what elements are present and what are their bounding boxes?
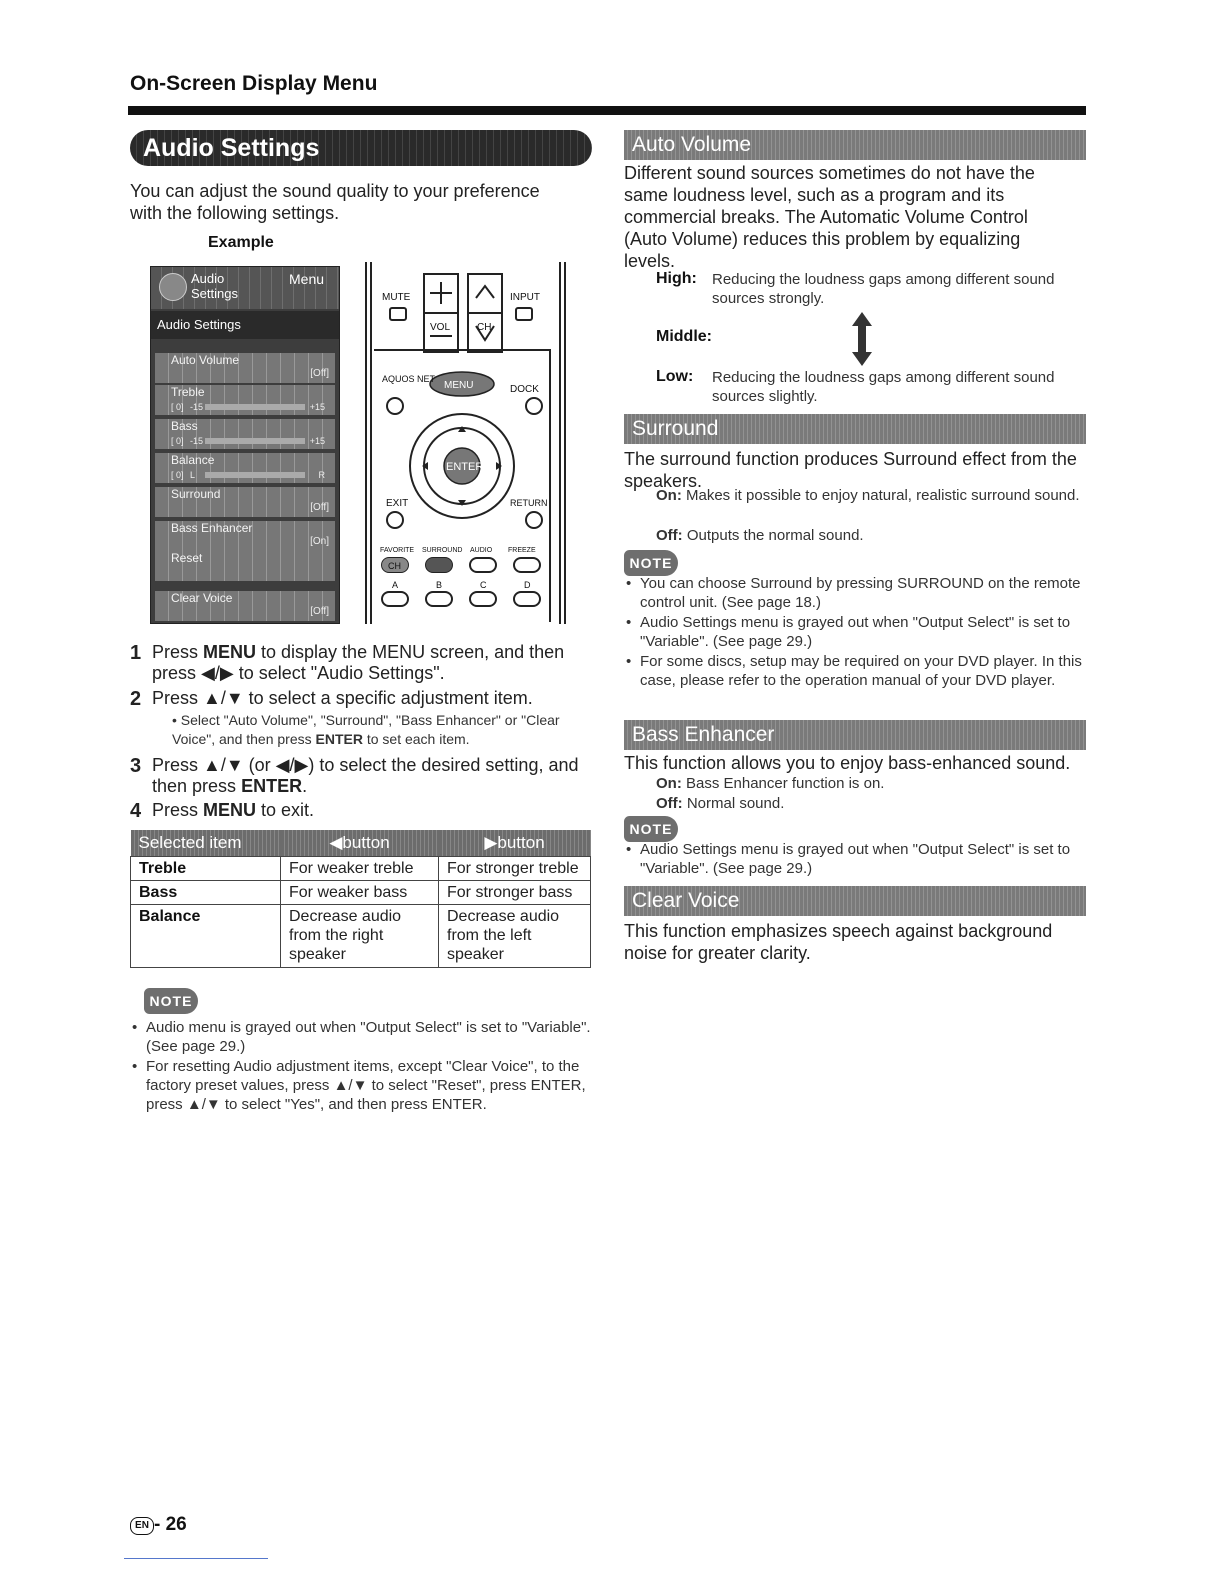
audio-notes: [130, 1018, 592, 1115]
middle-label: Middle:: [656, 328, 712, 345]
bass-enhancer-body: This function allows you to enjoy bass-enhanced sound.: [624, 753, 1071, 773]
table-cell: For weaker bass: [281, 881, 439, 905]
osd-item-label: Clear Voice: [171, 591, 233, 605]
high-text: Reducing the loudness gaps among different sound sources strongly.: [712, 271, 1055, 307]
osd-item-balance: [155, 453, 335, 483]
step-text: Press: [152, 800, 204, 820]
remote-c-label: C: [480, 580, 487, 590]
step-number: 2: [130, 688, 142, 710]
remote-return-label: RETURN: [510, 498, 548, 508]
surround-body: The surround function produces Surround effect from the speakers.: [624, 449, 1077, 491]
osd-item-label: Treble: [171, 385, 205, 399]
table-cell: Treble: [131, 857, 281, 881]
step-key: ENTER: [241, 776, 303, 796]
table-header-row: [131, 830, 591, 857]
header-rule: [128, 106, 1086, 115]
surround-notes: [624, 574, 1086, 691]
off-text: Normal sound.: [686, 795, 785, 812]
step-1-text: [152, 642, 592, 684]
osd-item-value: [ 0]: [171, 402, 184, 412]
scale-right: R: [318, 470, 325, 480]
osd-item-surround: [155, 487, 335, 517]
scale-left: L: [190, 470, 196, 480]
note-badge-bass: [624, 816, 678, 842]
osd-menu-label: Menu: [289, 271, 325, 287]
on-text: Makes it possible to enjoy natural, realistic surround sound.: [686, 487, 1080, 504]
remote-mute-label: MUTE: [382, 292, 411, 303]
table-header: Selected item: [131, 830, 281, 857]
step-key: MENU: [203, 642, 257, 662]
osd-slider: [205, 472, 305, 478]
note-item: • For resetting Audio adjustment items, except "Clear Voice", to the factory preset values, press ▲/▼ to select "Reset", press ENTER, press ▲/▼ to select "Yes", and then press ENTER.: [130, 1057, 592, 1114]
note-badge-left: [144, 988, 198, 1014]
low-label: Low:: [656, 368, 694, 385]
note-item: • Audio Settings menu is grayed out when "Output Select" is set to "Variable". (See page 29.): [624, 613, 1086, 651]
scale-left: -15: [190, 436, 204, 446]
on-label: On:: [656, 775, 682, 792]
audio-settings-icon: [159, 273, 187, 301]
button-effect-table: [130, 830, 591, 968]
osd-title: Audio Settings: [191, 271, 238, 301]
note-label: NOTE: [624, 550, 678, 576]
remote-b-label: B: [436, 580, 443, 590]
osd-slider: [205, 438, 305, 444]
example-label: Example: [208, 234, 274, 251]
audio-settings-intro: You can adjust the sound quality to your preference with the following settings.: [130, 181, 540, 223]
osd-item-label: Reset: [171, 551, 203, 565]
osd-submenu: Audio Settings: [151, 311, 339, 339]
auto-volume-heading: Auto Volume: [624, 130, 1086, 160]
osd-slider: [205, 404, 305, 410]
step-text: to exit.: [256, 800, 315, 820]
bass-enhancer-heading: Bass Enhancer: [624, 720, 1086, 750]
step-sub-key: ENTER: [315, 731, 363, 747]
surround-off: [656, 526, 1082, 545]
table-header: ◀button: [281, 830, 439, 857]
step-3-text: [152, 755, 592, 797]
note-item: • You can choose Surround by pressing SURROUND on the remote control unit. (See page 18.): [624, 574, 1086, 612]
remote-audio-label: AUDIO: [470, 547, 493, 554]
osd-item-label: Surround: [171, 487, 221, 501]
step-key: MENU: [203, 800, 257, 820]
remote-exit-label: EXIT: [386, 498, 409, 509]
step-text: Press ▲/▼ (or ◀/▶) to select the desired setting, and then press: [152, 755, 579, 796]
remote-control-illustration: [364, 262, 568, 624]
osd-item-clear-voice: [155, 591, 335, 621]
step-number: 1: [130, 642, 142, 664]
osd-item-label: Bass Enhancer: [171, 521, 253, 535]
step-number: 3: [130, 755, 142, 777]
table-row: [131, 881, 591, 905]
steps-list: [130, 640, 592, 820]
table-cell: Balance: [131, 905, 281, 968]
high-label: High:: [656, 270, 697, 287]
scale-left: -15: [190, 402, 204, 412]
remote-input-label: INPUT: [510, 292, 540, 303]
up-down-arrow-icon: [850, 312, 874, 371]
table-cell: For weaker treble: [281, 857, 439, 881]
remote-svg: [364, 262, 568, 624]
table-cell: Decrease audio from the left speaker: [439, 905, 591, 968]
on-label: On:: [656, 487, 682, 504]
remote-dock-label: DOCK: [510, 384, 539, 395]
clear-voice-body: This function emphasizes speech against background noise for greater clarity.: [624, 921, 1053, 963]
on-text: Bass Enhancer function is on.: [686, 775, 885, 792]
osd-item-value: [Off]: [310, 606, 329, 617]
osd-item-value: [On]: [310, 536, 329, 547]
note-badge-surround: [624, 550, 678, 576]
step-2-subnote: • Select "Auto Volume", "Surround", "Bass Enhancer" or "Clear Voice", and then press ENTER to set each item.: [172, 712, 560, 747]
step-4-text: [152, 800, 592, 821]
off-label: Off:: [656, 795, 683, 812]
remote-aquos-net-label: AQUOS NET: [382, 374, 436, 384]
osd-item-bass: [155, 419, 335, 449]
remote-favorite-label: FAVORITE: [380, 547, 415, 554]
footer-rule: [124, 1558, 268, 1559]
page-section-title: On-Screen Display Menu: [130, 72, 378, 95]
osd-item-label: Balance: [171, 453, 215, 467]
step-2-text: Press ▲/▼ to select a specific adjustment item.: [152, 688, 533, 708]
osd-item-value: [ 0]: [171, 436, 184, 446]
note-item: • Audio menu is grayed out when "Output Select" is set to "Variable". (See page 29.): [130, 1018, 592, 1056]
remote-freeze-label: FREEZE: [508, 547, 536, 554]
bass-on: [656, 774, 884, 793]
osd-item-auto-volume: [155, 353, 335, 383]
table-cell: Bass: [131, 881, 281, 905]
table-cell: For stronger bass: [439, 881, 591, 905]
remote-d-label: D: [524, 580, 531, 590]
notes-list: [130, 1018, 592, 1114]
page-number-text: - 26: [154, 1514, 187, 1535]
surround-heading: Surround: [624, 414, 1086, 444]
scale-right: +15: [309, 402, 325, 412]
scale-right: +15: [309, 436, 325, 446]
remote-enter-label: ENTER: [446, 461, 484, 473]
osd-item-value: [ 0]: [171, 470, 184, 480]
osd-item-value: [Off]: [310, 502, 329, 513]
osd-item-label: Bass: [171, 419, 198, 433]
auto-volume-body: Different sound sources sometimes do not have the same loudness level, such as a program and its commercial breaks. The Automatic Volume Control (Auto Volume) reduces this problem by equalizing levels.: [624, 163, 1035, 271]
remote-ch-label: CH: [477, 322, 492, 333]
language-badge-icon: EN: [130, 1517, 154, 1535]
table-row: [131, 905, 591, 968]
bass-off: [656, 794, 784, 813]
remote-ch-btn-label: CH: [388, 561, 401, 571]
remote-surround-label: SURROUND: [422, 547, 463, 554]
osd-audio-menu: [150, 266, 340, 624]
off-label: Off:: [656, 527, 683, 544]
note-item: • For some discs, setup may be required on your DVD player. In this case, please refer to the operation manual of your DVD player.: [624, 652, 1086, 690]
step-sub-text: to set each item.: [362, 731, 470, 747]
audio-settings-heading: Audio Settings: [130, 130, 592, 166]
osd-item-reset: [155, 551, 335, 581]
step-sub-text: Select "Auto Volume", "Surround", "Bass Enhancer" or "Clear Voice", and then press: [172, 712, 560, 747]
step-text: .: [302, 776, 308, 796]
surround-on: [656, 486, 1082, 505]
table-cell: For stronger treble: [439, 857, 591, 881]
osd-item-label: Auto Volume: [171, 353, 240, 367]
notes-list: [624, 840, 1086, 878]
low-text: Reducing the loudness gaps among different sound sources slightly.: [712, 369, 1055, 405]
table-header: ▶button: [439, 830, 591, 857]
note-label: NOTE: [144, 988, 198, 1014]
osd-item-treble: [155, 385, 335, 415]
osd-item-value: [Off]: [310, 368, 329, 379]
note-item: • Audio Settings menu is grayed out when "Output Select" is set to "Variable". (See page 29.): [624, 840, 1086, 878]
table-cell: Decrease audio from the right speaker: [281, 905, 439, 968]
clear-voice-heading: Clear Voice: [624, 886, 1086, 916]
remote-menu-label: MENU: [444, 380, 474, 391]
table-row: [131, 857, 591, 881]
remote-a-label: A: [392, 580, 399, 590]
notes-list: [624, 574, 1086, 690]
remote-vol-label: VOL: [430, 322, 451, 333]
off-text: Outputs the normal sound.: [686, 527, 864, 544]
step-number: 4: [130, 800, 142, 822]
bass-notes: [624, 840, 1086, 879]
page-number: [130, 1514, 187, 1536]
note-label: NOTE: [624, 816, 678, 842]
step-text: Press: [152, 642, 204, 662]
osd-title-bar: [151, 267, 339, 309]
osd-item-bass-enhancer: [155, 521, 335, 551]
step-text: to display the MENU screen, and then press ◀/▶ to select "Audio Settings".: [152, 642, 565, 683]
button-effect-table-wrap: [130, 830, 592, 968]
